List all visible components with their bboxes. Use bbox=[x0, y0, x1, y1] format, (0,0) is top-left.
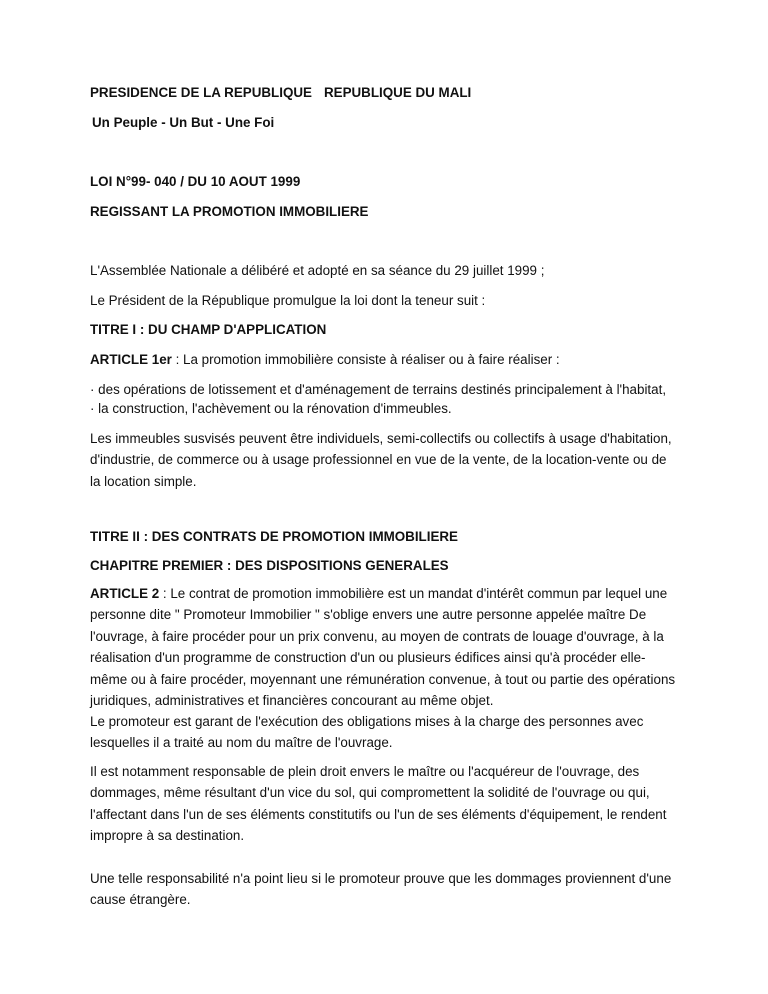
header-line bbox=[90, 85, 471, 101]
preambule-president: Le Président de la République promulgue la loi dont la teneur suit : bbox=[90, 293, 486, 308]
article2-garant-paragraph: Le promoteur est garant de l'exécution des obligations mises à la charge des personnes avec lesquelles il a traité au nom du maître de l'ouvrage. bbox=[90, 714, 644, 751]
article1-label: ARTICLE 1er bbox=[90, 352, 172, 367]
article1-bullet-1: · des opérations de lotissement et d'aménagement de terrains destinés principalement à l'habitat, bbox=[90, 382, 667, 397]
republique-heading: REPUBLIQUE DU MALI bbox=[323, 85, 472, 100]
article1-text: : La promotion immobilière consiste à réaliser ou à faire réaliser : bbox=[171, 352, 560, 367]
chapitre-premier-heading: CHAPITRE PREMIER : DES DISPOSITIONS GENERALES bbox=[90, 558, 449, 573]
titre1-heading: TITRE I : DU CHAMP D'APPLICATION bbox=[90, 322, 327, 337]
titre2-heading: TITRE II : DES CONTRATS DE PROMOTION IMMOBILIERE bbox=[90, 529, 458, 544]
article2-text: : Le contrat de promotion immobilière est un mandat d'intérêt commun par lequel une personne dite " Promoteur Immobilier " s'oblige envers une autre personne appelée maître De l'ouvrage, à faire procéder pour un prix convenu, au moyen de contrats de louage d'ouvrage, à la réalisation d'un programme de construction d'un ou plusieurs édifices ainsi qu'à procéder elle-même ou à faire procéder, moyennant une rémunération convenue, à tout ou partie des opérations juridiques, administratives et financières concourant au même objet. bbox=[90, 586, 676, 709]
article1-bullet-2: · la construction, l'achèvement ou la rénovation d'immeubles. bbox=[90, 401, 452, 416]
article1-intro bbox=[90, 352, 560, 368]
loi-objet: REGISSANT LA PROMOTION IMMOBILIERE bbox=[90, 204, 369, 219]
loi-numero: LOI N°99- 040 / DU 10 AOUT 1999 bbox=[90, 174, 301, 189]
article2-paragraph bbox=[90, 583, 680, 711]
article2-responsabilite-paragraph: Il est notamment responsable de plein droit envers le maître ou l'acquéreur de l'ouvrage, des dommages, même résultant d'un vice du sol, qui compromettent la solidité de l'ouvrage ou qui, l'affectant dans l'un de ses éléments constitutifs ou l'un de ses éléments d'équipement, le rendent impropre à sa destination. bbox=[90, 764, 667, 844]
article2-label: ARTICLE 2 bbox=[90, 586, 160, 601]
article1-paragraph: Les immeubles susvisés peuvent être individuels, semi-collectifs ou collectifs à usage d'habitation, d'industrie, de commerce ou à usage professionnel en vue de la vente, de la location-vente ou de la location simple. bbox=[90, 431, 672, 489]
preambule-assemblee: L'Assemblée Nationale a délibéré et adopté en sa séance du 29 juillet 1999 ; bbox=[90, 263, 545, 278]
article2-cause-etrangere-paragraph: Une telle responsabilité n'a point lieu si le promoteur prouve que les dommages proviennent d'une cause étrangère. bbox=[90, 871, 672, 908]
presidence-heading: PRESIDENCE DE LA REPUBLIQUE bbox=[90, 85, 312, 100]
devise: Un Peuple - Un But - Une Foi bbox=[92, 115, 275, 130]
